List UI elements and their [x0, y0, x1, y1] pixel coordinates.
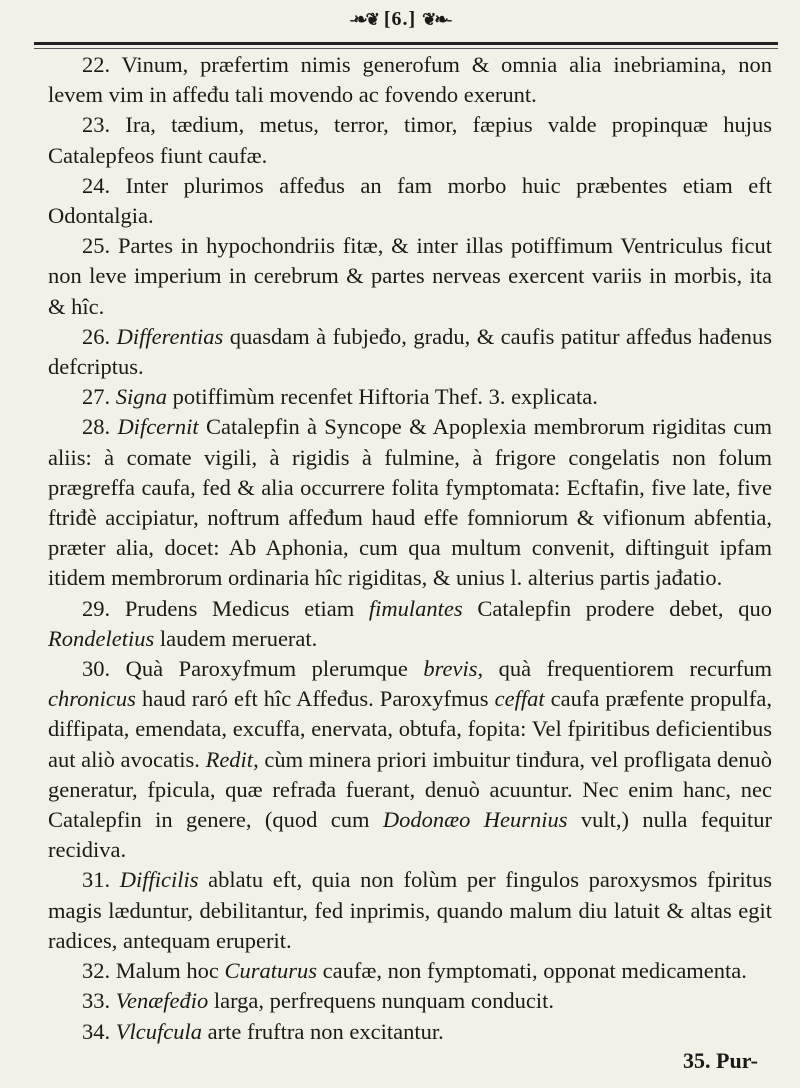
paragraph-p34 [48, 1017, 772, 1047]
italic-term: Difficilis [119, 867, 199, 893]
ornament-right: ❦❧- [422, 10, 451, 29]
paragraph-p27 [48, 382, 772, 412]
text-run: 28. [82, 414, 118, 440]
italic-term: Dodonæo Heurnius [382, 807, 568, 833]
paragraph-p25 [48, 231, 772, 322]
text-run: 34. [82, 1018, 116, 1044]
text-run: 30. Quà Paroxyfmum plerumque [82, 656, 424, 682]
italic-term: fimulantes [368, 595, 463, 621]
text-run: arte fruftra non excitantur. [201, 1018, 444, 1044]
text-run: ablatu eft, quia non folùm per fingulos paroxysmos fpiritus magis læduntur, debilitantur, fed inprimis, quando malum diu latuit & altas egit radices, antequam eruperit. [48, 867, 772, 953]
text-run: 31. [82, 867, 120, 893]
text-run: potiffimùm recenfet Hiftoria Thef. 3. explicata. [167, 384, 598, 410]
header-rule [34, 42, 778, 49]
text-run: 26. [82, 323, 117, 349]
body-text [48, 50, 772, 1047]
page-number: [6.] [383, 8, 417, 30]
paragraph-p28 [48, 412, 772, 593]
text-run: laudem meruerat. [154, 625, 318, 651]
italic-term: Rondeletius [48, 625, 155, 651]
italic-term: Curaturus [224, 958, 318, 984]
page-header [0, 8, 800, 31]
italic-term: chronicus [48, 686, 136, 712]
text-run: caufa præfente propulfa, diffipata, emendata, excuffa, enervata, obtufa, fopita: Vel fpiritibus deficientibus aut aliò avocatis. [48, 686, 772, 772]
text-run: 24. Inter plurimos affeđus an fam morbo huic præbentes etiam eft Odontalgia. [48, 172, 772, 229]
catchword: 35. Pur- [683, 1048, 758, 1073]
text-run: , quà frequentiorem recurfum [477, 656, 772, 682]
text-run: 25. Partes in hypochondriis fitæ, & inter illas potiffimum Ventriculus ficut non leve imperium in cerebrum & partes nerveas exercent variis in morbis, ita & hîc. [48, 233, 772, 319]
text-run: 33. [82, 988, 116, 1014]
text-run: Catalepfin à Syncope & Apoplexia membrorum rigiditas cum aliis: à comate vigili, à rigidis à fulmine, à frigore congelatis non folum prægreffa caufa, fed & alia occurrere folita fymptomata: Ecftafin, five late, five ftriđè accipiatur, noftrum affeđum haud effe fomniorum & vifionum abfentia, præter alia, docet: Ab Aphonia, cum qua multum convenit, diftinguit ipfam itidem membrorum ordinaria hîc rigiditas, & unius l. alterius partis jađatio. [48, 414, 773, 591]
paragraph-p23 [48, 110, 772, 170]
paragraph-p31 [48, 865, 772, 956]
paragraph-p30 [48, 654, 772, 865]
text-run: 32. Malum hoc [82, 958, 225, 984]
italic-term: brevis [423, 656, 478, 682]
paragraph-p24 [48, 171, 772, 231]
text-run: 27. [82, 384, 116, 410]
text-run: , cùm minera priori imbuitur tinđura, vel profligata denuò generatur, fpicula, quæ refrađa fuerant, denuò acuuntur. Nec enim hanc, nec Catalepfin in genere, (quod cum [48, 746, 772, 833]
text-run: 29. Prudens Medicus etiam [82, 595, 369, 621]
text-run: larga, perfrequens nunquam conducit. [208, 988, 554, 1014]
ornament-left: -❧❦ [349, 10, 378, 29]
text-run: caufæ, non fymptomati, opponat medicamenta. [317, 958, 747, 984]
italic-term: Difcernit [117, 414, 199, 440]
italic-term: Signa [115, 384, 168, 410]
italic-term: Differentias [116, 323, 224, 349]
text-run: Catalepfin prodere debet, quo [462, 595, 772, 621]
text-run: haud raró eft hîc Affeđus. Paroxyfmus [135, 686, 495, 712]
paragraph-p29 [48, 594, 772, 654]
paragraph-p32 [48, 956, 772, 986]
text-run: quasdam à fubjeđo, gradu, & caufis patitur affeđus hađenus defcriptus. [48, 323, 773, 380]
text-run: 23. Ira, tædium, metus, terror, timor, fæpius valde propinquæ hujus Catalepfeos fiunt caufæ. [48, 112, 772, 168]
paragraph-p26 [48, 322, 772, 382]
italic-term: Vlcufcula [115, 1018, 202, 1044]
paragraph-p22 [48, 50, 772, 110]
italic-term: Redit [205, 746, 254, 772]
text-run: vult,) nulla fequitur recidiva. [48, 807, 772, 863]
italic-term: Venæfeđio [115, 988, 209, 1014]
italic-term: ceffat [494, 686, 545, 712]
paragraph-p33 [48, 986, 772, 1016]
text-run: 22. Vinum, præfertim nimis generofum & omnia alia inebriamina, non levem vim in affeđu tali movendo ac fovendo exerunt. [48, 52, 772, 108]
